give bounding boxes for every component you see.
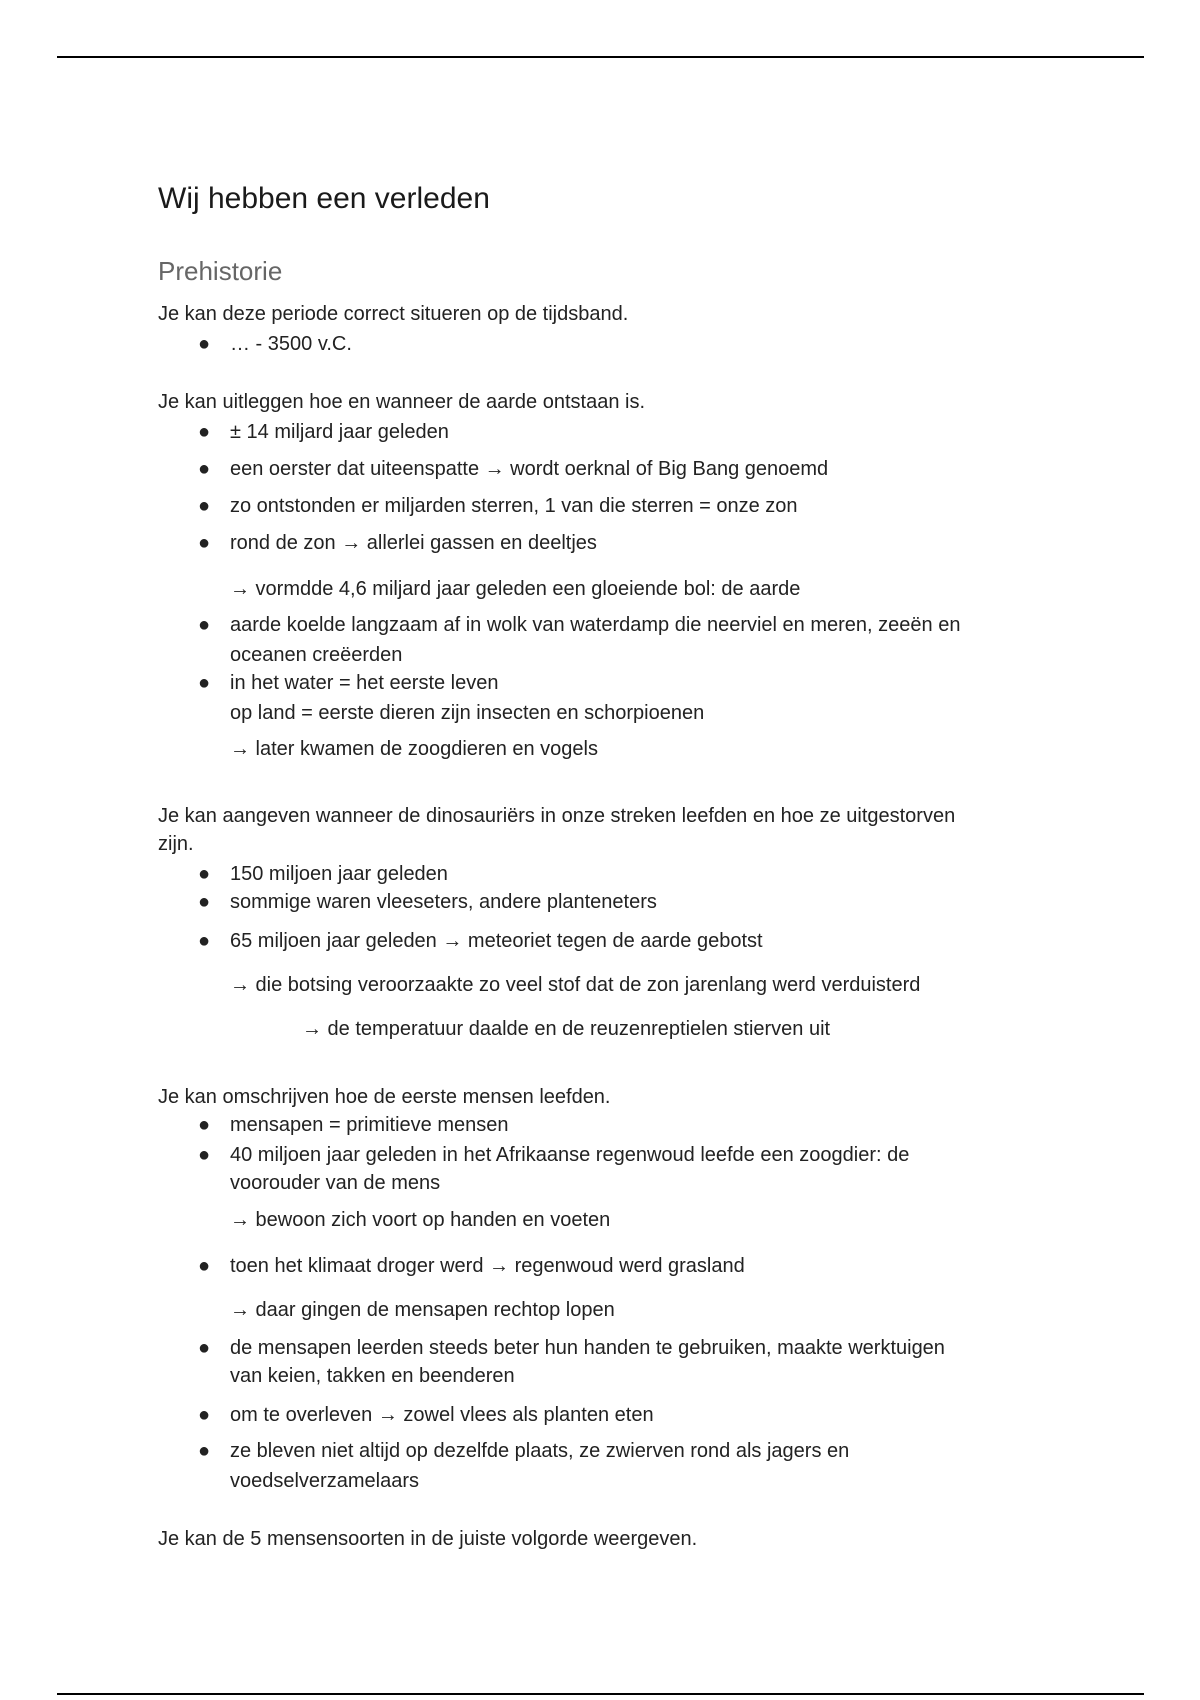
list-item: een oerster dat uiteenspatte → wordt oerknal of Big Bang genoemd: [230, 458, 829, 480]
list-subitem: op land = eerste dieren zijn insecten en schorpioenen: [230, 702, 705, 724]
list-item: in het water = het eerste leven: [230, 672, 499, 694]
bottom-rule: [57, 1693, 1144, 1695]
bullet-icon: ●: [198, 532, 211, 554]
bullet-icon: ●: [198, 672, 211, 694]
list-subitem: → bewoon zich voort op handen en voeten: [230, 1209, 611, 1231]
list-subitem: → daar gingen de mensapen rechtop lopen: [230, 1299, 615, 1321]
list-item: 40 miljoen jaar geleden in het Afrikaanse regenwoud leefde een zoogdier: de: [230, 1144, 910, 1166]
list-item: aarde koelde langzaam af in wolk van waterdamp die neerviel en meren, zeeën en: [230, 614, 961, 636]
list-subsubitem: → de temperatuur daalde en de reuzenreptielen stierven uit: [302, 1018, 831, 1040]
list-item: rond de zon → allerlei gassen en deeltjes: [230, 532, 597, 554]
list-item: … - 3500 v.C.: [230, 333, 352, 355]
bullet-icon: ●: [198, 930, 211, 952]
list-subitem: → die botsing veroorzaakte zo veel stof dat de zon jarenlang werd verduisterd: [230, 974, 921, 996]
bullet-icon: ●: [198, 1404, 211, 1426]
bullet-icon: ●: [198, 458, 211, 480]
list-item: mensapen = primitieve mensen: [230, 1114, 509, 1136]
objective-heading-cont: zijn.: [158, 833, 194, 855]
bullet-icon: ●: [198, 614, 211, 636]
bullet-icon: ●: [198, 891, 211, 913]
bullet-icon: ●: [198, 1440, 211, 1462]
objective-heading: Je kan aangeven wanneer de dinosauriërs in onze streken leefden en hoe ze uitgestorven: [158, 805, 956, 827]
list-subitem: voedselverzamelaars: [230, 1470, 419, 1492]
list-subitem: van keien, takken en beenderen: [230, 1365, 515, 1387]
list-item: ze bleven niet altijd op dezelfde plaats, ze zwierven rond als jagers en: [230, 1440, 850, 1462]
objective-heading: Je kan omschrijven hoe de eerste mensen leefden.: [158, 1086, 611, 1108]
list-item: zo ontstonden er miljarden sterren, 1 van die sterren = onze zon: [230, 495, 798, 517]
bullet-icon: ●: [198, 333, 211, 355]
list-item: toen het klimaat droger werd → regenwoud werd grasland: [230, 1255, 745, 1277]
list-item: 65 miljoen jaar geleden → meteoriet tegen de aarde gebotst: [230, 930, 763, 952]
list-subitem: → later kwamen de zoogdieren en vogels: [230, 738, 598, 760]
list-subitem: → vormdde 4,6 miljard jaar geleden een gloeiende bol: de aarde: [230, 578, 801, 600]
bullet-icon: ●: [198, 1144, 211, 1166]
bullet-icon: ●: [198, 863, 211, 885]
list-subitem: voorouder van de mens: [230, 1172, 441, 1194]
objective-heading: Je kan uitleggen hoe en wanneer de aarde ontstaan is.: [158, 391, 646, 413]
objective-heading: Je kan de 5 mensensoorten in de juiste volgorde weergeven.: [158, 1528, 698, 1550]
list-item: ± 14 miljard jaar geleden: [230, 421, 449, 443]
bullet-icon: ●: [198, 1114, 211, 1136]
section-title: Prehistorie: [158, 256, 283, 286]
list-item: om te overleven → zowel vlees als planten eten: [230, 1404, 654, 1426]
bullet-icon: ●: [198, 421, 211, 443]
list-item: 150 miljoen jaar geleden: [230, 863, 448, 885]
list-subitem: oceanen creëerden: [230, 644, 403, 666]
list-item: sommige waren vleeseters, andere planteneters: [230, 891, 657, 913]
bullet-icon: ●: [198, 1337, 211, 1359]
page-title: Wij hebben een verleden: [158, 182, 490, 215]
bullet-icon: ●: [198, 1255, 211, 1277]
bullet-icon: ●: [198, 495, 211, 517]
list-item: de mensapen leerden steeds beter hun handen te gebruiken, maakte werktuigen: [230, 1337, 945, 1359]
objective-heading: Je kan deze periode correct situeren op de tijdsband.: [158, 303, 629, 325]
top-rule: [57, 56, 1144, 58]
